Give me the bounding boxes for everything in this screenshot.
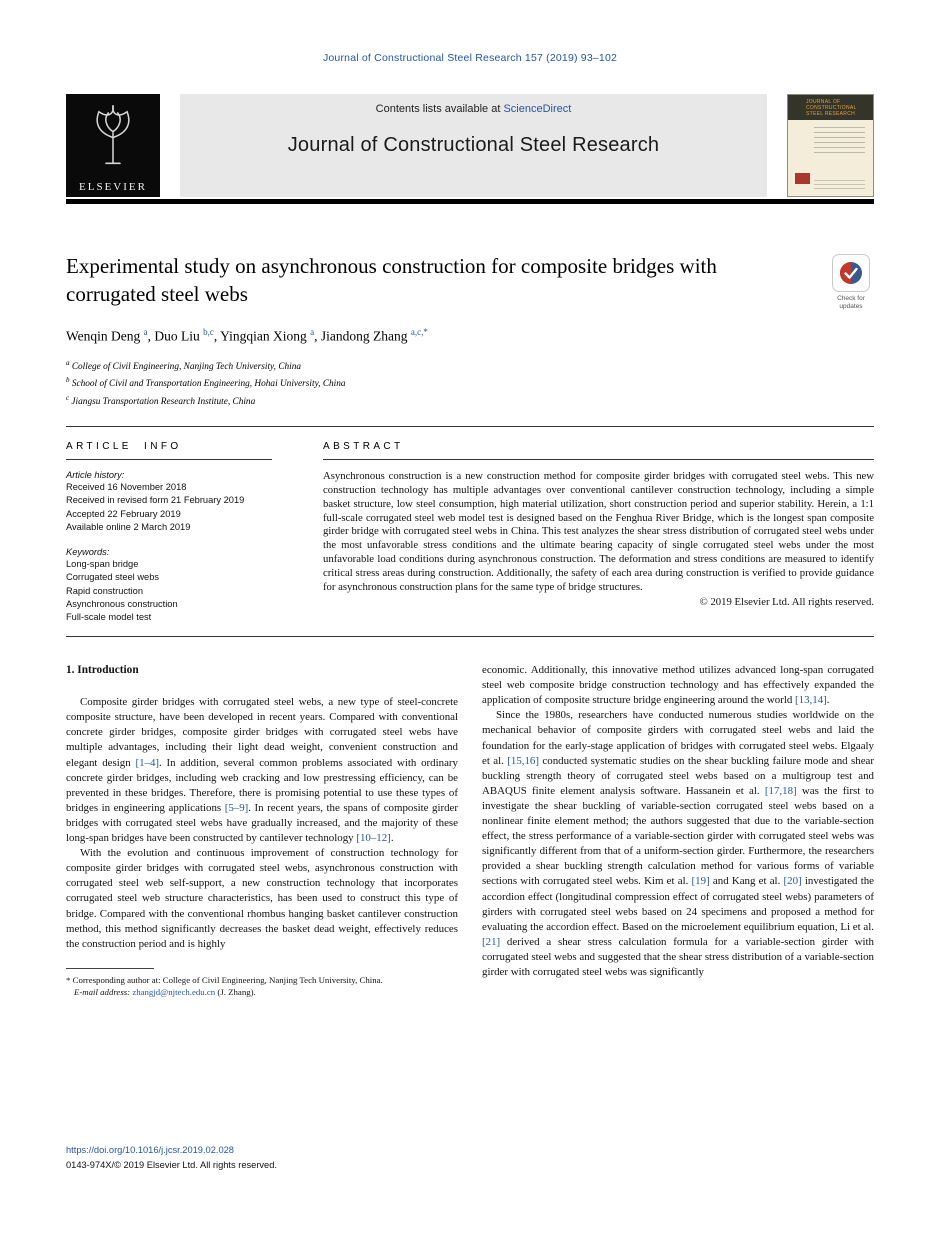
keyword-item: Corrugated steel webs: [66, 572, 160, 583]
corresponding-author-footnote: [66, 968, 458, 999]
citation-link[interactable]: [15,16]: [507, 754, 540, 767]
article-info-column: [66, 427, 272, 624]
paragraph: With the evolution and continuous improvement of construction technology for composite girder bridges with corrugated steel webs, asynchronous construction with corrugated steel web self-support, a new construction technology that incorporates corrugated steel web structure characteristics, has been used to construct this type of bridge. Compared with the conventional rhombus hanging basket cantilever construction method, this method significantly decreases the basket dead weight, effectively reduces the construction period and is highly: [66, 847, 458, 950]
check-for-updates-label: Check for updates: [837, 295, 865, 310]
elsevier-label: ELSEVIER: [79, 181, 147, 193]
affiliation-line: $^b$ School of Civil and Transportation Engineering, Hohai University, China: [66, 376, 346, 390]
history-item: Received 16 November 2018: [66, 482, 187, 493]
cover-text-lines: [814, 127, 865, 153]
keywords-list: [66, 558, 272, 624]
cover-footer-lines: [814, 180, 865, 190]
affiliation-line: $^c$ Jiangsu Transportation Research Institute, China: [66, 393, 256, 407]
paragraph: Since the 1980s, researchers have conducted numerous studies worldwide on the mechanical behavior of composite girders with corrugated steel webs and laid the foundation for the early-stage application of bridges with corrugated steel webs. Elgaaly et al. [15,16] conducted systematic studies on the shear buckling failure mode and shear buckling strength theory of corrugated steel webs based on a multigroup test and ABAQUS finite element analysis software. Hassanein et al. [17,18] was the first to investigate the shear buckling of variable-section corrugated steel webs based on a nonlinear finite element method; the authors suggested that due to the variable-section effect, the stress performance of a variable-section girder with corrugated steel webs was significantly different from that of a uniform-section girder. Furthermore, the researchers provided a shear buckling strength calculation method for various forms of variable sections with corrugated steel webs. Kim et al. [19] and Kang et al. [20] investigated the accordion effect (longitudinal compression effect of corrugated steel webs) parameters of girders with corrugated steel webs based on 24 specimens and proposed a method for evaluating the accordion effect. Based on the microelement equilibrium equation, Li et al. [21] derived a shear stress calculation formula for a variable-section girder with corrugated steel webs and suggested that the shear stress distribution of a variable-section girder with corrugated steel webs was significantly: [482, 709, 874, 978]
history-item: Available online 2 March 2019: [66, 521, 191, 532]
article-info-heading: ARTICLE INFO: [66, 427, 272, 460]
keyword-item: Asynchronous construction: [66, 598, 178, 609]
left-column-paragraphs: [66, 695, 458, 952]
abstract-text: Asynchronous construction is a new construction method for composite girder bridges with corrugated steel webs. This new construction technology has multiple advantages over conventional cantilever construction technology, including a simple basket structure, low steel consumption, high material utilization, short construction period and superior stability. Herein, a 1:1 full-scale corrugated steel web model test is designed based on the Fenghua River Bridge, which is the longest span composite girder bridge with corrugated steel webs in China. This test analyzes the shear stress distribution of corrugated steel webs under the most unfavorable stress conditions and the ultimate bearing capacity of single corrugated steel webs under the most unfavorable load conditions during asynchronous construction. The deformation and stress conditions are measured to identify critical stress areas during construction. Additionally, the safety of each area during construction is verified to provide guidance for asynchronous construction plans for the same type of bridge structures.: [323, 470, 874, 593]
crossmark-icon: [832, 254, 870, 292]
footnote-rule: [66, 968, 154, 969]
affiliation-line: $^a$ College of Civil Engineering, Nanjing Tech University, China: [66, 358, 302, 372]
italic-label: E-mail address:: [74, 987, 133, 998]
elsevier-tree-icon: [82, 100, 144, 173]
paragraph: Composite girder bridges with corrugated steel webs, a new type of steel-concrete composite structure, have been developed in recent years. Compared with conventional concrete girder bridges, composite girder bridges with corrugated steel webs have multiple advantages, including their light dead weight, convenient construction and elegant design [1–4]. In addition, several common problems associated with ordinary concrete girder bridges, including web cracking and low prestressing efficiency, can be prevented in these bridges. Therefore, there is promising potential to use these types of bridges in engineering applications [5–9]. In recent years, the spans of composite girder bridges with corrugated steel webs have gradually increased, and the majority of these long-span bridges have been constructed by cantilever technology [10–12].: [66, 696, 459, 845]
affiliation-marker: b: [66, 376, 70, 385]
author-list: Wenqin Deng $^a$, Duo Liu $^{b,c}$, Yingqian Xiong $^a$, Jiandong Zhang $^{a,c,*}$: [66, 327, 428, 344]
email-link[interactable]: zhangjd@njtech.edu.cn: [132, 987, 216, 998]
citation-link[interactable]: [1–4]: [135, 756, 160, 769]
author-affiliation-ref: b,c: [203, 327, 214, 337]
elsevier-logo[interactable]: [66, 94, 160, 197]
history-item: Received in revised form 21 February 2019: [66, 495, 245, 506]
citation-link[interactable]: [19]: [691, 875, 710, 888]
footnote-line: * Corresponding author at: College of Civil Engineering, Nanjing Tech University, China.: [66, 974, 383, 985]
left-column: [66, 663, 458, 999]
citation-link[interactable]: [21]: [482, 935, 501, 948]
doi-link[interactable]: https://doi.org/10.1016/j.jcsr.2019.02.028: [66, 1145, 234, 1155]
footnote-line: E-mail address: zhangjd@njtech.edu.cn (J. Zhang).: [74, 987, 256, 998]
keyword-item: Rapid construction: [66, 585, 143, 596]
journal-cover-thumbnail[interactable]: [787, 94, 874, 197]
page-footer: [66, 1144, 277, 1172]
keywords-label: Keywords:: [66, 547, 110, 558]
citation-link[interactable]: [13,14]: [795, 694, 827, 707]
info-abstract-section: [66, 426, 874, 637]
paragraph: economic. Additionally, this innovative method utilizes advanced long-span corrugated steel web composite bridge construction technology and has effectively expanded the application of composite structure bridge engineering around the world [13,14].: [482, 664, 874, 707]
citation-link[interactable]: [17,18]: [764, 784, 797, 797]
journal-banner: [180, 94, 767, 197]
citation-link[interactable]: [5–9]: [224, 801, 249, 814]
affiliation-marker: c: [66, 393, 70, 402]
check-for-updates-badge[interactable]: [828, 254, 874, 310]
affiliations: [66, 357, 874, 410]
contents-line: [180, 103, 767, 115]
keyword-item: Full-scale model test: [66, 611, 152, 622]
citation-link[interactable]: [20]: [783, 875, 802, 888]
citation-link[interactable]: [10–12]: [356, 832, 391, 845]
section-heading-introduction: 1. Introduction: [66, 664, 139, 677]
author-affiliation-ref: a,c,*: [410, 327, 428, 337]
author-affiliation-ref: a: [310, 327, 315, 337]
abstract-heading: ABSTRACT: [323, 427, 874, 460]
right-column-paragraphs: [482, 663, 874, 980]
abstract-column: [323, 427, 874, 624]
header-rule: [66, 199, 874, 204]
sciencedirect-link[interactable]: ScienceDirect: [503, 103, 572, 115]
issn-copyright-line: 0143-974X/© 2019 Elsevier Ltd. All rights reserved.: [66, 1160, 277, 1170]
copyright-line: © 2019 Elsevier Ltd. All rights reserved.: [699, 596, 874, 609]
body-columns: [66, 663, 874, 999]
author-affiliation-ref: a: [143, 327, 148, 337]
affiliation-marker: a: [66, 358, 70, 367]
article-history-list: [66, 481, 272, 534]
cover-red-mark: [795, 173, 810, 184]
keyword-item: Long-span bridge: [66, 559, 139, 570]
journal-ref-link[interactable]: Journal of Constructional Steel Research 157 (2019) 93–102: [322, 52, 618, 64]
article-title: Experimental study on asynchronous construction for composite bridges with corrugated steel webs: [66, 254, 717, 307]
cover-title: JOURNAL OF CONSTRUCTIONAL STEEL RESEARCH: [788, 95, 873, 120]
journal-title: Journal of Constructional Steel Research: [287, 134, 660, 156]
contents-prefix: Contents lists available at: [375, 103, 504, 115]
history-item: Accepted 22 February 2019: [66, 508, 181, 519]
article-history-label: Article history:: [66, 470, 125, 481]
right-column: [482, 663, 874, 999]
journal-header: [66, 94, 874, 197]
